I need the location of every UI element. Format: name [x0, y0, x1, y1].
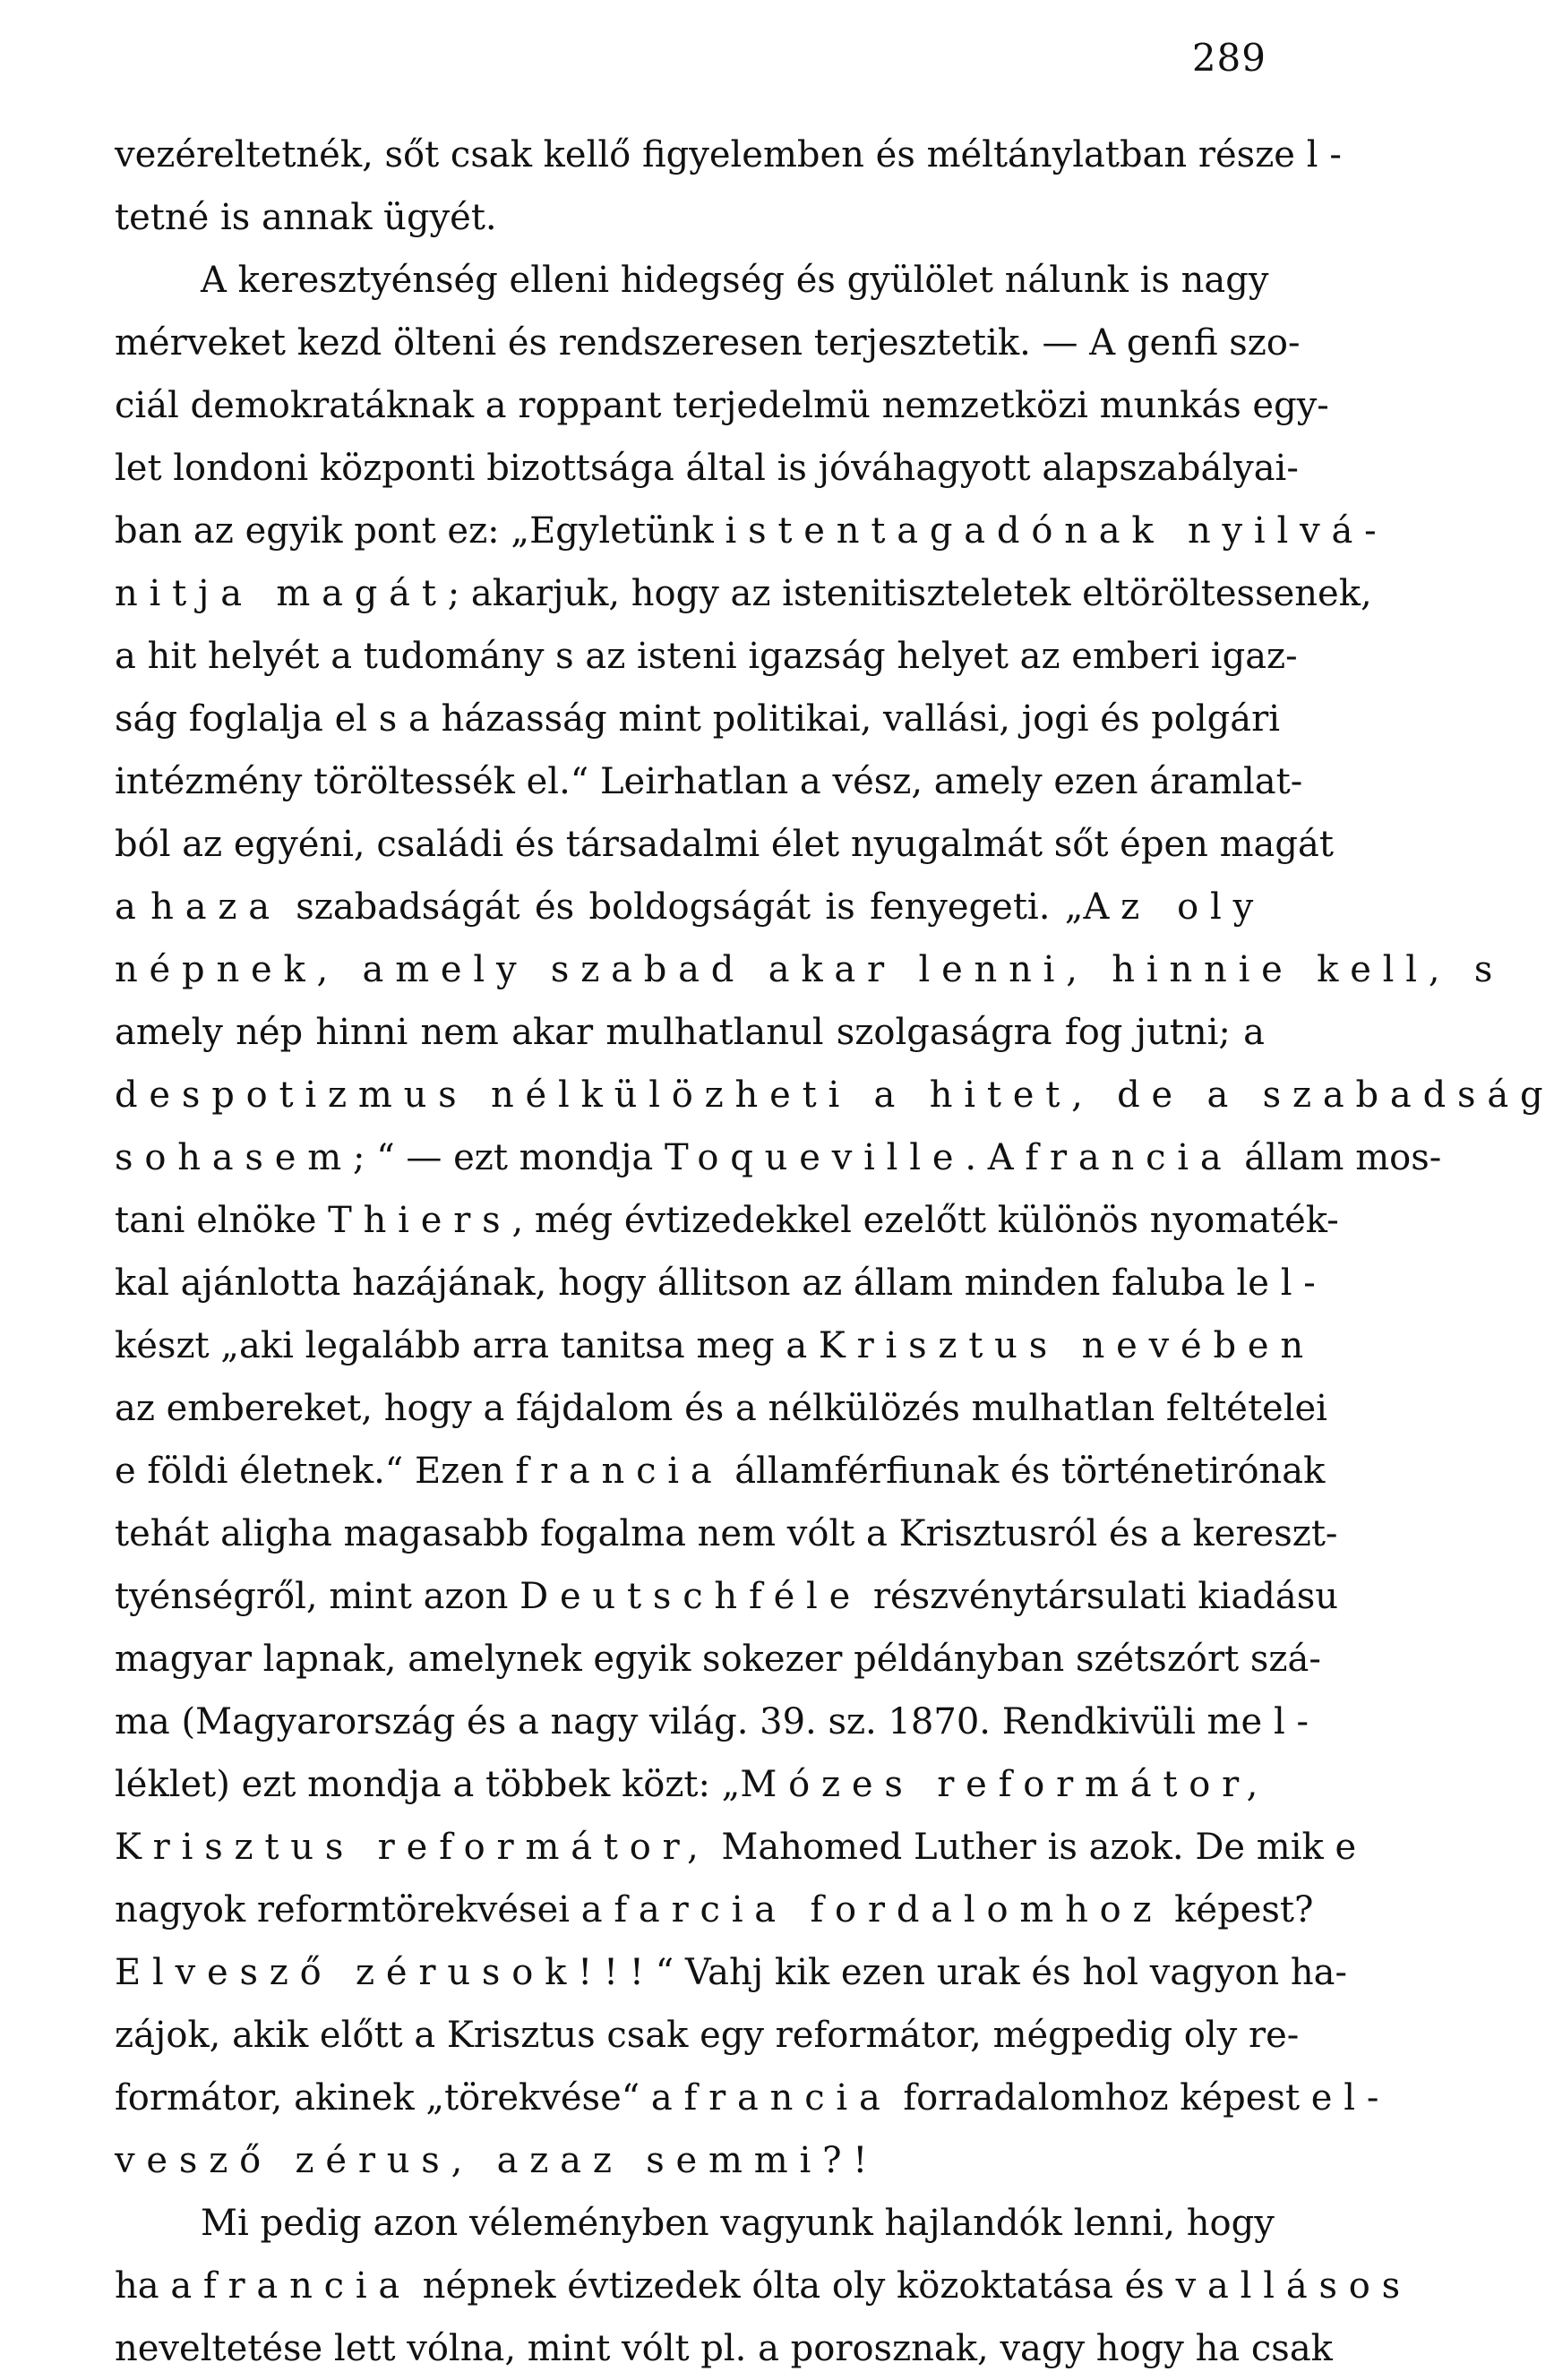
emphasis: vesző zérus, azaz semmi?! — [115, 2140, 880, 2181]
emphasis: istentagadónak nyilvá- — [725, 510, 1388, 552]
emphasis: Krisztus reformátor, — [115, 1827, 710, 1868]
emphasis: nitja magát — [115, 573, 448, 614]
text-line: tani elnöke Thiers, még évtizedekkel ezelőtt különös nyomaték- — [115, 1200, 1339, 1241]
text-line: tyénségről, mint azon Deutschféle részvénytársulati kiadásu — [115, 1576, 1339, 1617]
text-line: tetné is annak ügyét. — [115, 197, 497, 238]
text-line: neveltetése lett vólna, mint vólt pl. a porosznak, vagy hogy ha csak — [115, 2328, 1333, 2369]
emphasis: el- — [1274, 134, 1353, 176]
text-line: Krisztus reformátor, Mahomed Luther is azok. De mik e — [115, 1827, 1357, 1868]
emphasis: sohasem; — [115, 1137, 377, 1178]
text-line: amely nép hinni nem akar mulhatlanul szolgaságra fog jutni; a — [115, 1012, 1265, 1053]
text-line: sohasem;“ — ezt mondja Toqueville. A francia állam mos- — [115, 1137, 1442, 1178]
text-line: Mi pedig azon véleményben vagyunk hajlandók lenni, hogy — [201, 2203, 1275, 2244]
text-line: Elvesző zérusok!!!“ Vahj kik ezen urak és hol vagyon ha- — [115, 1952, 1348, 1993]
text-line: az embereket, hogy a fájdalom és a nélkülözés mulhatlan feltételei — [115, 1388, 1327, 1429]
emphasis: Deutschféle — [519, 1576, 863, 1617]
emphasis: el- — [1241, 1701, 1320, 1742]
text-line: ban az egyik pont ez: „Egyletünk istentagadónak nyilvá- — [115, 510, 1388, 552]
emphasis: francia — [683, 2077, 892, 2119]
emphasis: francia — [515, 1451, 724, 1492]
text-line: formátor, akinek „törekvése“ a francia forradalomhoz képest el- — [115, 2077, 1391, 2119]
text-line: ság foglalja el s a házasság mint politikai, vallási, jogi és polgári — [115, 698, 1281, 740]
text-line: tehát aligha magasabb fogalma nem vólt a Krisztusról és a kereszt- — [115, 1513, 1338, 1554]
text-line: készt „aki legalább arra tanitsa meg a Krisztus nevében — [115, 1325, 1315, 1366]
page-number: 289 — [1191, 36, 1266, 80]
text-line — [115, 1064, 1554, 1126]
text-line: ciál demokratáknak a roppant terjedelmü nemzetközi munkás egy- — [115, 385, 1329, 426]
text-line — [115, 2129, 1265, 2192]
emphasis: el- — [1310, 2077, 1391, 2119]
text-line: magyar lapnak, amelynek egyik sokezer példányban szétszórt szá- — [115, 1639, 1321, 1680]
emphasis: el- — [1248, 1263, 1327, 1304]
emphasis: Toqueville — [665, 1137, 966, 1178]
text-line: mérveket kezd ölteni és rendszeresen terjesztetik. — A genfi szo- — [115, 322, 1301, 364]
emphasis: despotizmus nélkülözheti a hitet, de a szabadság — [115, 1074, 1554, 1116]
body-text — [115, 124, 1554, 2380]
emphasis: vallásos — [1175, 2265, 1412, 2307]
text-line: e földi életnek.“ Ezen francia államférfiunak és történetirónak — [115, 1451, 1326, 1492]
emphasis: népnek, amely szabad akar lenni, hinnie kell, s — [115, 949, 1505, 990]
text-line: A keresztyénség elleni hidegség és gyülölet nálunk is nagy — [201, 260, 1269, 301]
paragraph-1 — [115, 124, 1554, 2192]
text-line: vezéreltetnék, sőt csak kellő figyelemben és méltánylatban részel- — [115, 134, 1353, 176]
text-line: zájok, akik előtt a Krisztus csak egy reformátor, mégpedig oly re- — [115, 2015, 1300, 2056]
paragraph-2 — [115, 2192, 1412, 2380]
emphasis: Mózes reformátor, — [740, 1764, 1270, 1805]
text-line: nitja magát; akarjuk, hogy az istenitiszteletek eltöröltessenek, — [115, 573, 1372, 614]
text-line: ból az egyéni, családi és társadalmi élet nyugalmát sőt épen magát — [115, 824, 1334, 865]
text-line: kal ajánlotta hazájának, hogy állitson az állam minden faluba lel- — [115, 1263, 1327, 1304]
emphasis: haza — [150, 886, 281, 928]
emphasis: Elvesző zérusok!!! — [115, 1952, 656, 1993]
text-line: léklet) ezt mondja a többek közt: „Mózes reformátor, — [115, 1764, 1270, 1805]
text-line — [115, 938, 1505, 1001]
emphasis: farcia fordalomhoz — [614, 1889, 1163, 1931]
text-line: ma (Magyarország és a nagy világ. 39. sz. 1870. Rendkivüli mel- — [115, 1701, 1320, 1742]
text-line: intézmény töröltessék el.“ Leirhatlan a vész, amely ezen áramlat- — [115, 761, 1303, 802]
text-line: a hit helyét a tudomány s az isteni igazság helyet az emberi igaz- — [115, 636, 1298, 677]
text-line: nagyok reformtörekvései a farcia fordalomhoz képest? — [115, 1889, 1314, 1931]
emphasis: Thiers — [328, 1200, 512, 1241]
text-line: let londoni központi bizottsága által is jóváhagyott alapszabályai- — [115, 448, 1299, 489]
text-line: a haza szabadságát és boldogságát is fenyegeti. „Az oly — [115, 886, 1266, 928]
emphasis: francia — [202, 2265, 412, 2307]
text-line: ha a francia népnek évtizedek ólta oly közoktatása és vallásos — [115, 2265, 1412, 2307]
emphasis: Krisztus nevében — [818, 1325, 1315, 1366]
emphasis: francia — [1025, 1137, 1233, 1178]
emphasis: Az oly — [1083, 886, 1266, 928]
